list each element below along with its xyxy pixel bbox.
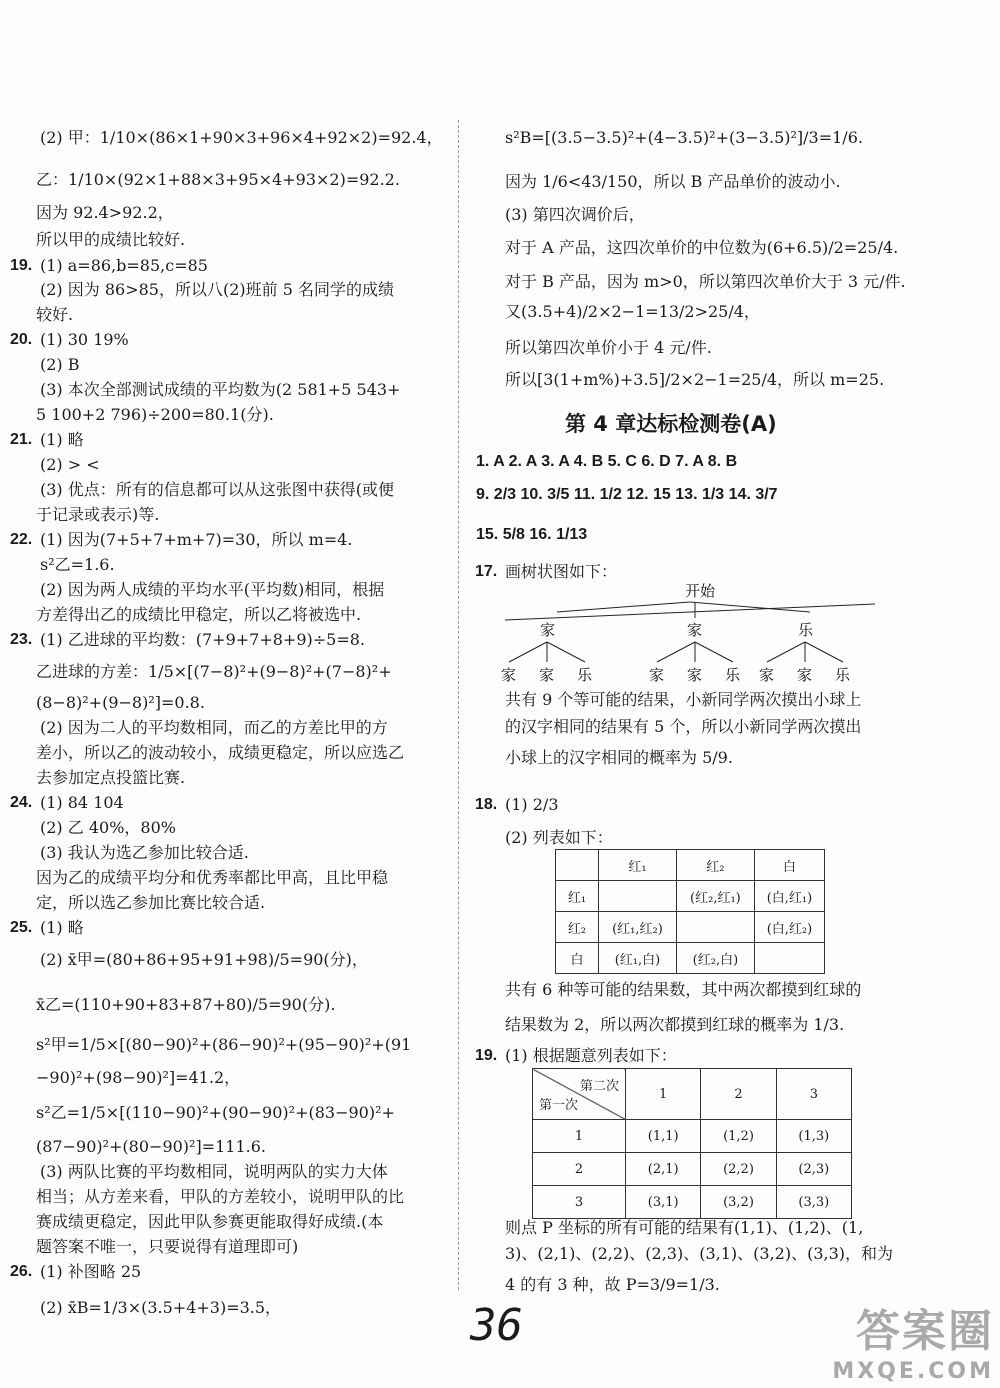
right-answer-line: 15. 5/8 16. 1/13 bbox=[476, 526, 588, 543]
right-answer-line: s²B=[(3.5−3.5)²+(4−3.5)²+(3−3.5)²]/3=1/6. bbox=[505, 128, 863, 147]
table-cell: 3 bbox=[533, 1186, 626, 1219]
left-answer-line: (2) 乙 40%，80% bbox=[40, 818, 176, 837]
tree-node-l2: 家 bbox=[759, 666, 775, 684]
left-answer-line: (1) 30 19% bbox=[40, 330, 129, 349]
table-cell: (红₂,白) bbox=[676, 943, 754, 974]
question-number: 23. bbox=[10, 631, 33, 648]
table-cell bbox=[754, 943, 824, 974]
left-answer-line: 差小，所以乙的波动较小，成绩更稳定，所以应选乙 bbox=[36, 743, 405, 762]
tree-root: 开始 bbox=[685, 582, 716, 600]
outcome-table-19 bbox=[532, 1068, 852, 1219]
table-header-cell: 3 bbox=[776, 1069, 851, 1120]
tree-level2 bbox=[501, 642, 851, 684]
left-answer-line: 相当；从方差来看，甲队的方差较小，说明甲队的比 bbox=[36, 1187, 405, 1206]
left-answer-line: (3) 本次全部测试成绩的平均数为(2 581+5 543+ bbox=[40, 380, 401, 399]
table-cell: 红₂ bbox=[556, 912, 599, 943]
table-header-cell: 红₁ bbox=[599, 850, 677, 881]
right-answer-line: 画树状图如下： bbox=[505, 562, 618, 581]
question-number: 22. bbox=[10, 531, 33, 548]
watermark-url: MXQE.COM bbox=[832, 1359, 994, 1384]
table-cell: (2,2) bbox=[701, 1153, 776, 1186]
left-answer-line: (2) 因为二人的平均数相同，而乙的方差比甲的方 bbox=[40, 718, 388, 737]
tree-node-l1: 家 bbox=[687, 621, 703, 639]
tree-node-l2: 乐 bbox=[835, 666, 851, 684]
left-answer-line: (2) x̄甲=(80+86+95+91+98)/5=90(分)， bbox=[40, 950, 368, 969]
corner-bottom-label: 第一次 bbox=[539, 1098, 579, 1113]
left-answer-line: (1) 因为(7+5+7+m+7)=30，所以 m=4. bbox=[40, 530, 353, 549]
left-answer-line: (1) 略 bbox=[40, 430, 84, 449]
right-answer-line: 因为 1/6<43/150，所以 B 产品单价的波动小. bbox=[505, 172, 841, 191]
right-answer-line: 又(3.5+4)/2×2−1=13/2>25/4， bbox=[505, 302, 760, 321]
left-answer-line: −90)²+(98−90)²]=41.2， bbox=[36, 1068, 241, 1087]
tree-node-l2: 家 bbox=[539, 666, 555, 684]
right-answer-line: 对于 B 产品，因为 m>0，所以第四次单价大于 3 元/件. bbox=[505, 272, 906, 291]
left-answer-line: (2) B bbox=[40, 355, 80, 374]
left-answer-line: 定，所以选乙参加比赛比较合适. bbox=[36, 893, 266, 912]
left-answer-line: (1) 补图略 25 bbox=[40, 1262, 142, 1281]
question-number: 20. bbox=[10, 331, 33, 348]
left-answer-line: s²乙=1.6. bbox=[40, 555, 115, 574]
left-answer-line: 较好. bbox=[36, 305, 74, 324]
table-cell: (3,2) bbox=[701, 1186, 776, 1219]
table-cell: (1,1) bbox=[626, 1120, 701, 1153]
right-answer-line: 1. A 2. A 3. A 4. B 5. C 6. D 7. A 8. B bbox=[476, 453, 738, 470]
right-answer-line: 的汉字相同的结果有 5 个，所以小新同学两次摸出 bbox=[505, 717, 862, 736]
table-header-cell bbox=[556, 850, 599, 881]
table-header-cell: 白 bbox=[754, 850, 824, 881]
table-header-cell: 红₂ bbox=[676, 850, 754, 881]
watermark-text: 答案圈 bbox=[856, 1306, 994, 1357]
tree-node-l2: 乐 bbox=[725, 666, 741, 684]
left-answer-line: 因为乙的成绩平均分和优秀率都比甲高，且比甲稳 bbox=[36, 868, 389, 887]
table-cell bbox=[676, 912, 754, 943]
left-answer-line: (87−90)²+(80−90)²]=111.6. bbox=[36, 1137, 266, 1156]
question-number: 26. bbox=[10, 1263, 33, 1280]
right-answer-line: (3) 第四次调价后， bbox=[505, 205, 645, 224]
right-answer-line: 对于 A 产品，这四次单价的中位数为(6+6.5)/2=25/4. bbox=[505, 238, 899, 257]
left-answer-line: (1) a=86,b=85,c=85 bbox=[40, 256, 208, 275]
right-answer-line: 共有 9 个等可能的结果，小新同学两次摸出小球上 bbox=[505, 690, 862, 709]
table-cell: (红₂,红₁) bbox=[676, 881, 754, 912]
left-answer-line: 于记录或表示)等. bbox=[36, 505, 160, 524]
tree-node-l2: 乐 bbox=[577, 666, 593, 684]
table-cell: (2,1) bbox=[626, 1153, 701, 1186]
left-answer-line: (2) 因为两人成绩的平均水平(平均数)相同，根据 bbox=[40, 580, 385, 599]
left-answer-line: 去参加定点投篮比赛. bbox=[36, 768, 186, 787]
table-cell: (1,3) bbox=[776, 1120, 851, 1153]
watermark-logo bbox=[832, 1295, 994, 1384]
left-answer-line: (2) 甲：1/10×(86×1+90×3+96×4+92×2)=92.4， bbox=[40, 128, 443, 147]
corner-top-label: 第二次 bbox=[579, 1079, 619, 1094]
right-answer-line: 共有 6 种等可能的结果数，其中两次都摸到红球的 bbox=[505, 980, 862, 999]
left-answer-line: (1) 略 bbox=[40, 918, 84, 937]
question-number: 24. bbox=[10, 794, 33, 811]
table-cell: (红₁,白) bbox=[599, 943, 677, 974]
question-number: 25. bbox=[10, 919, 33, 936]
handwritten-page-number: 36 bbox=[470, 1300, 523, 1351]
right-answer-line: (2) 列表如下： bbox=[505, 828, 613, 847]
right-answer-line: (1) 根据题意列表如下： bbox=[505, 1046, 677, 1065]
right-answer-line: 小球上的汉字相同的概率为 5/9. bbox=[505, 748, 733, 767]
outcome-table-18 bbox=[555, 849, 825, 974]
question-number: 17. bbox=[475, 563, 498, 580]
left-answer-line: 乙：1/10×(92×1+88×3+95×4+93×2)=92.2. bbox=[36, 170, 400, 189]
tree-node-l1: 乐 bbox=[798, 621, 814, 639]
question-number: 19. bbox=[10, 257, 33, 274]
table-cell: (3,3) bbox=[776, 1186, 851, 1219]
tree-diagram bbox=[501, 580, 875, 685]
left-answer-line: (8−8)²+(9−8)²]=0.8. bbox=[36, 693, 205, 712]
tree-node-l2: 家 bbox=[649, 666, 665, 684]
question-number: 21. bbox=[10, 431, 33, 448]
table-cell: 白 bbox=[556, 943, 599, 974]
left-answer-line: (3) 优点：所有的信息都可以从这张图中获得(或便 bbox=[40, 480, 394, 499]
right-answer-line: 所以[3(1+m%)+3.5]/2×2−1=25/4，所以 m=25. bbox=[505, 370, 885, 389]
right-answer-line: 则点 P 坐标的所有可能的结果有(1,1)、(1,2)、(1, bbox=[505, 1218, 864, 1237]
table-cell: (1,2) bbox=[701, 1120, 776, 1153]
left-answer-line: 所以甲的成绩比较好. bbox=[36, 230, 186, 249]
tree-node-l2: 家 bbox=[687, 666, 703, 684]
left-answer-line: (3) 两队比赛的平均数相同，说明两队的实力大体 bbox=[40, 1162, 388, 1181]
left-answer-line: s²甲=1/5×[(80−90)²+(86−90)²+(95−90)²+(91 bbox=[36, 1035, 412, 1054]
left-answer-line: (2) > < bbox=[40, 455, 100, 474]
tree-node-l2: 家 bbox=[501, 666, 517, 684]
table-cell: (2,3) bbox=[776, 1153, 851, 1186]
left-answer-line: 5 100+2 796)÷200=80.1(分). bbox=[36, 405, 274, 424]
table-corner-cell bbox=[533, 1069, 626, 1120]
left-answer-line: (2) x̄B=1/3×(3.5+4+3)=3.5， bbox=[40, 1298, 282, 1317]
question-number: 18. bbox=[475, 796, 498, 813]
table-header-cell: 2 bbox=[701, 1069, 776, 1120]
right-answer-line: 4 的有 3 种，故 P=3/9=1/3. bbox=[505, 1275, 720, 1294]
left-answer-line: 方差得出乙的成绩比甲稳定，所以乙将被选中. bbox=[36, 605, 362, 624]
left-answer-line: s²乙=1/5×[(110−90)²+(90−90)²+(83−90)²+ bbox=[36, 1103, 395, 1122]
left-answer-line: 因为 92.4>92.2， bbox=[36, 203, 174, 222]
left-answer-line: (1) 乙进球的平均数：(7+9+7+8+9)÷5=8. bbox=[40, 630, 366, 649]
table-cell: 1 bbox=[533, 1120, 626, 1153]
left-answer-line: 赛成绩更稳定，因此甲队参赛更能取得好成绩.(本 bbox=[36, 1212, 384, 1231]
left-answer-line: 题答案不唯一，只要说得有道理即可) bbox=[36, 1237, 299, 1256]
tree-node-l1: 家 bbox=[540, 621, 556, 639]
right-answer-line: 9. 2/3 10. 3/5 11. 1/2 12. 15 13. 1/3 14. 3/7 bbox=[476, 486, 778, 503]
table-cell bbox=[599, 881, 677, 912]
left-answer-line: (3) 我认为选乙参加比较合适. bbox=[40, 843, 249, 862]
right-answer-line: 3)、(2,1)、(2,2)、(2,3)、(3,1)、(3,2)、(3,3)，和为 bbox=[505, 1244, 894, 1263]
table-cell: 2 bbox=[533, 1153, 626, 1186]
table-cell: (白,红₂) bbox=[754, 912, 824, 943]
question-number: 19. bbox=[475, 1047, 498, 1064]
column-divider bbox=[458, 120, 459, 1290]
right-answer-line: 所以第四次单价小于 4 元/件. bbox=[505, 338, 712, 357]
table-cell: (红₁,红₂) bbox=[599, 912, 677, 943]
left-answer-line: (1) 84 104 bbox=[40, 793, 124, 812]
left-answer-line: (2) 因为 86>85，所以八(2)班前 5 名同学的成绩 bbox=[40, 280, 394, 299]
left-answer-line: 乙进球的方差：1/5×[(7−8)²+(9−8)²+(7−8)²+ bbox=[36, 662, 392, 681]
table-cell: (3,1) bbox=[626, 1186, 701, 1219]
table-header-cell: 1 bbox=[626, 1069, 701, 1120]
tree-node-l2: 家 bbox=[797, 666, 813, 684]
chapter-title: 第 4 章达标检测卷(A) bbox=[565, 412, 777, 436]
left-answer-line: x̄乙=(110+90+83+87+80)/5=90(分). bbox=[36, 995, 336, 1014]
right-answer-line: (1) 2/3 bbox=[505, 795, 559, 814]
right-answer-line: 结果数为 2，所以两次都摸到红球的概率为 1/3. bbox=[505, 1015, 845, 1034]
table-cell: (白,红₁) bbox=[754, 881, 824, 912]
table-cell: 红₁ bbox=[556, 881, 599, 912]
